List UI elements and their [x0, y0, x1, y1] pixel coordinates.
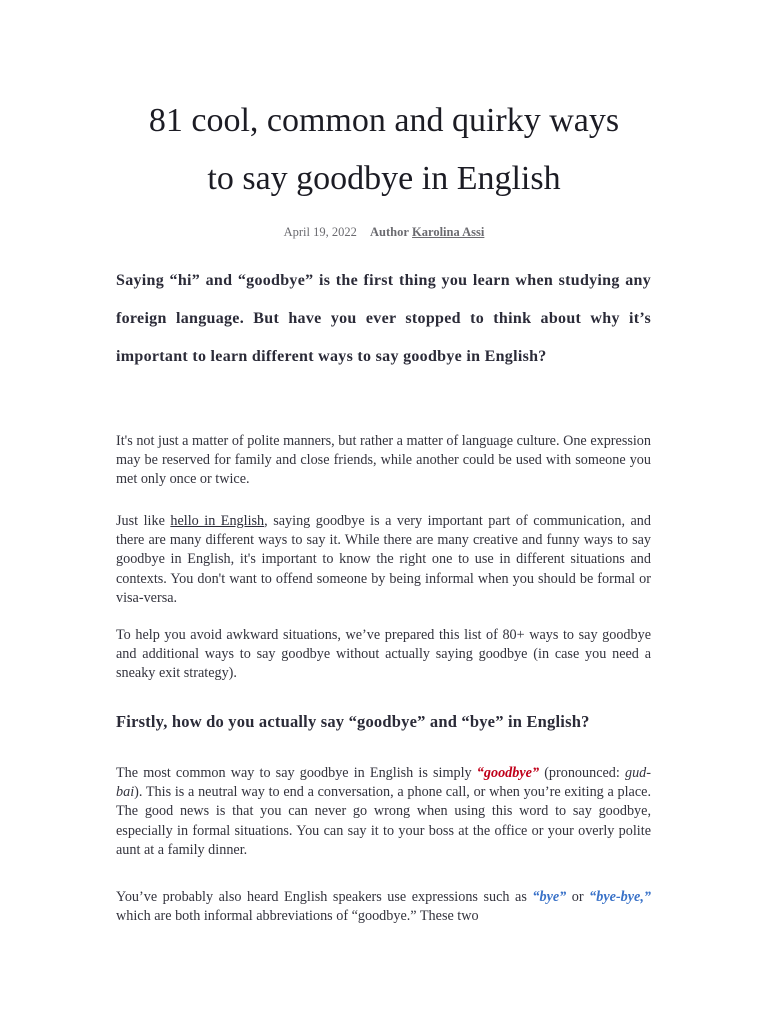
paragraph-1: It's not just a matter of polite manners, but rather a matter of language culture. One expression may be reserved for family and close friends, while another could be used with someone you met only once or twice.	[116, 433, 651, 488]
paragraph-5	[116, 888, 651, 926]
pronunciation: gud-bai	[116, 765, 651, 801]
publish-date: April 19, 2022	[283, 225, 357, 239]
bye-term: “bye”	[532, 889, 567, 905]
article-meta	[0, 225, 768, 240]
paragraph-4-before: The most common way to say goodbye in English is simply	[116, 765, 477, 781]
paragraph-4-mid: (pronounced:	[539, 765, 625, 781]
intro-paragraph: Saying “hi” and “goodbye” is the first thing you learn when studying any foreign language. But have you ever stopped to think about why it’s important to learn different ways to say goodbye in English?	[116, 272, 651, 365]
article-title-line-1: 81 cool, common and quirky ways	[148, 102, 620, 139]
bye-bye-term: “bye-bye,”	[589, 889, 651, 905]
article-title-line-2: to say goodbye in English	[207, 160, 561, 197]
goodbye-term: “goodbye”	[476, 765, 540, 781]
paragraph-5-mid: or	[566, 889, 590, 905]
hello-in-english-link[interactable]: hello in English	[170, 513, 265, 529]
author-link[interactable]: Karolina Assi	[412, 225, 485, 239]
paragraph-2-before: Just like	[116, 513, 171, 529]
paragraph-2-after: , saying goodbye is a very important part of communication, and there are many different ways to say it. While there are many creative and funny ways to say goodbye in English, it's important to know the right one to use in different situations and contexts. You don't want to offend someone by being informal when you should be formal or visa-versa.	[116, 513, 651, 606]
section-heading: Firstly, how do you actually say “goodbye” and “bye” in English?	[116, 712, 590, 731]
paragraph-3: To help you avoid awkward situations, we’ve prepared this list of 80+ ways to say goodbye and additional ways to say goodbye without actually saying goodbye (in case you need a sneaky exit strategy).	[116, 627, 651, 682]
article-title	[0, 92, 768, 208]
paragraph-4-after: ). This is a neutral way to end a conversation, a phone call, or when you’re exiting a place. The good news is that you can never go wrong when using this word to say goodbye, especially in formal situations. You can say it to your boss at the office or your overly polite aunt at a family dinner.	[116, 784, 651, 858]
author-label: Author	[370, 225, 409, 239]
paragraph-2	[116, 512, 651, 608]
paragraph-4	[116, 764, 651, 860]
paragraph-5-after: which are both informal abbreviations of “goodbye.” These two	[116, 908, 479, 925]
paragraph-5-before: You’ve probably also heard English speakers use expressions such as	[116, 889, 533, 905]
